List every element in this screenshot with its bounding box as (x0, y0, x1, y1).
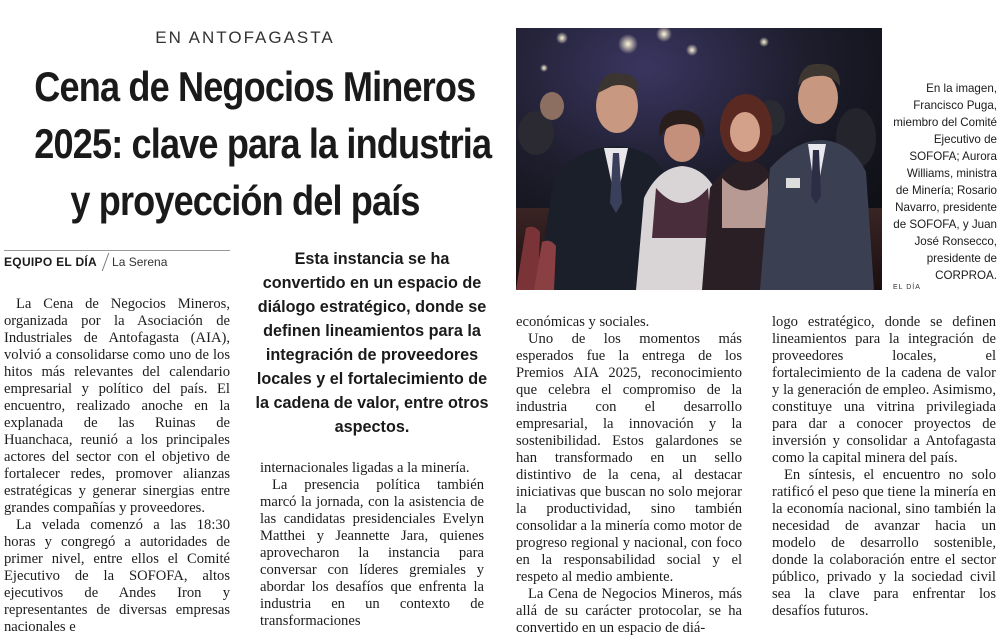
body-column-2 (260, 460, 484, 630)
body-column-3 (516, 314, 742, 637)
event-photo (516, 28, 882, 290)
pull-quote: Esta instancia se ha convertido en un espacio de diálogo estratégico, donde se definen lineamientos para la integración de proveedores locales y el fortalecimiento de la cadena de valor, entre otros aspectos. (255, 250, 489, 436)
headline-line: y proyección del país (70, 177, 420, 224)
body-paragraph: La presencia política también marcó la jornada, con la asistencia de las candidatas presidenciales Evelyn Matthei y Jeannette Jara, quienes aprovecharon la instancia para conversar con líderes gremiales y abordar los desafíos que enfrenta la industria en un contexto de transformaciones (260, 477, 484, 629)
photo-illustration (516, 28, 882, 290)
body-paragraph: internacionales ligadas a la minería. (260, 460, 470, 476)
byline-divider (102, 253, 110, 271)
body-paragraph: En síntesis, el encuentro no solo ratificó el peso que tiene la minería en la economía nacional, sino también la necesidad de avanzar hacia un modelo de desarrollo sostenible, donde la colaboración entre el sector público, privado y la sociedad civil sea la clave para enfrentar los desafíos futuros. (772, 467, 996, 619)
byline (4, 250, 230, 272)
byline-place: La Serena (112, 254, 168, 269)
headline (34, 58, 492, 229)
body-column-1 (4, 296, 230, 636)
body-paragraph: Uno de los momentos más esperados fue la entrega de los Premios AIA 2025, reconocimiento que celebra el compromiso de la industria con el desarrollo empresarial, la innovación y la sostenibilidad. Estos galardones se han transformado en un sello distintivo de la cena, al destacar iniciativas que buscan no solo mejorar la productividad, sino también consolidar a la minería como motor de progreso regional y nacional, con foco en la responsabilidad social y el respeto al medio ambiente. (516, 331, 742, 585)
headline-line: 2025: clave para la industria (34, 120, 492, 167)
body-paragraph: logo estratégico, donde se definen lineamientos para la integración de proveedores locales, el fortalecimiento de la cadena de valor y la generación de empleo. Asimismo, constituye una vitrina privilegiada para dar a conocer proyectos de inversión y consolidar a Antofagasta como la capital minera del país. (772, 314, 996, 466)
headline-line: Cena de Negocios Mineros (34, 63, 476, 110)
body-column-4 (772, 314, 996, 620)
photo-caption: En la imagen, Francisco Puga, miembro del Comité Ejecutivo de SOFOFA; Aurora Williams, ministra de Minería; Rosario Navarro, presidente de SOFOFA, y Juan José Ronsecco, presidente de CORPROA. (893, 82, 997, 282)
body-paragraph: La Cena de Negocios Mineros, organizada por la Asociación de Industriales de Antofagasta (AIA), volvió a consolidarse como uno de los hitos más relevantes del calendario empresarial y político del país. El encuentro, realizado anoche en la explanada de las Ruinas de Huanchaca, reunió a los principales actores del sector con el objetivo de fortalecer redes, promover alianzas estratégicas y generar sinergias entre grandes compañías y proveedores. (4, 296, 230, 516)
photo-credit: EL DÍA (893, 284, 921, 291)
byline-author: EQUIPO EL DÍA (4, 254, 98, 269)
body-paragraph: La velada comenzó a las 18:30 horas y congregó a autoridades de primer nivel, entre ellos el Comité Ejecutivo de la SOFOFA, altos ejecutivos de Andes Iron y representantes de diversas empresas nacionales e (4, 517, 230, 635)
body-paragraph: económicas y sociales. (516, 314, 650, 330)
section-kicker: EN ANTOFAGASTA (155, 28, 335, 47)
body-paragraph: La Cena de Negocios Mineros, más allá de su carácter protocolar, se ha convertido en un espacio de diá- (516, 586, 742, 636)
